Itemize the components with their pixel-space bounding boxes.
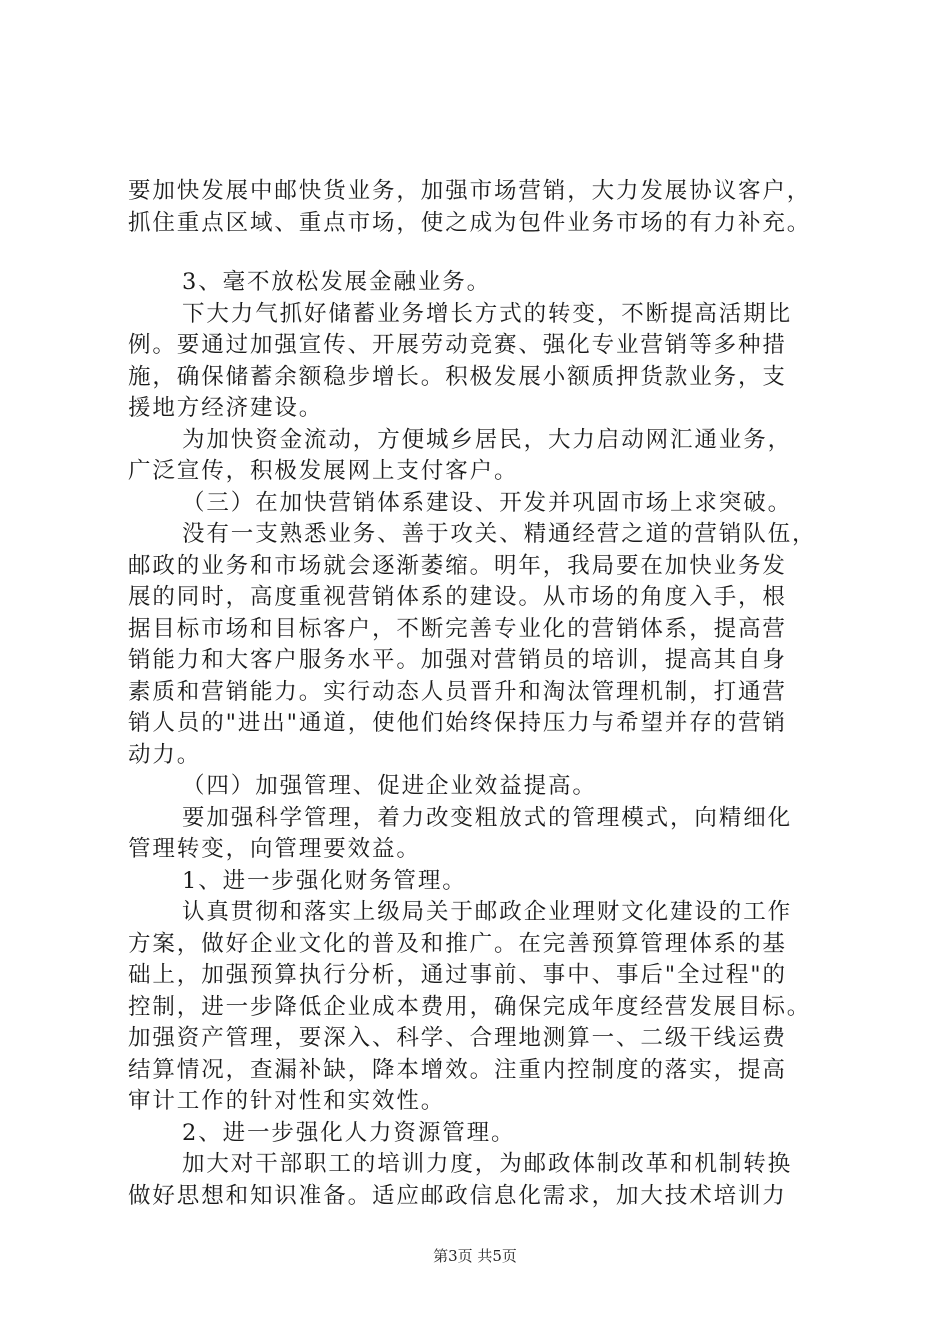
page-footer: 第3页 共5页: [433, 1247, 517, 1265]
text-line: 3、毫不放松发展金融业务。: [182, 269, 492, 295]
paragraph: [128, 866, 840, 898]
paragraph: [128, 1118, 840, 1150]
text-line: 展的同时，高度重视营销体系的建设。从市场的角度入手，根: [128, 584, 787, 610]
text-line: 加强资产管理，要深入、科学、合理地测算一、二级干线运费: [128, 1025, 787, 1051]
paragraph: [128, 803, 840, 866]
text-line: 要加快发展中邮快货业务，加强市场营销，大力发展协议客户，: [128, 178, 812, 204]
paragraph: [128, 488, 840, 520]
text-line: 结算情况，查漏补缺，降本增效。注重内控制度的落实，提高: [128, 1056, 787, 1083]
text-line: 施，确保储蓄余额稳步增长。积极发展小额质押货款业务，支: [128, 363, 787, 390]
text-line: 广泛宣传，积极发展网上支付客户。: [128, 458, 519, 484]
text-line: 下大力气抓好储蓄业务增长方式的转变，不断提高活期比: [182, 300, 793, 327]
text-line: 要加强科学管理，着力改变粗放式的管理模式，向精细化: [182, 804, 793, 831]
paragraph: [128, 519, 840, 771]
text-line: 控制，进一步降低企业成本费用，确保完成年度经营发展目标。: [128, 993, 812, 1020]
text-line: （四）加强管理、促进企业效益提高。: [182, 773, 597, 799]
text-line: 方案，做好企业文化的普及和推广。在完善预算管理体系的基: [128, 930, 787, 957]
paragraph-gap: [128, 239, 840, 267]
document-body: [128, 176, 840, 1212]
text-line: 例。要通过加强宣传、开展劳动竞赛、强化专业营销等多种措: [128, 332, 787, 358]
text-line: 据目标市场和目标客户，不断完善专业化的营销体系，提高营: [128, 615, 787, 642]
paragraph: [128, 1149, 840, 1212]
text-line: 援地方经济建设。: [128, 395, 324, 421]
text-line: 没有一支熟悉业务、善于攻关、精通经营之道的营销队伍，: [182, 521, 817, 547]
text-line: 邮政的业务和市场就会逐渐萎缩。明年，我局要在加快业务发: [128, 552, 787, 579]
paragraph: [128, 299, 840, 425]
text-line: （三）在加快营销体系建设、开发并巩固市场上求突破。: [182, 489, 793, 516]
text-line: 审计工作的针对性和实效性。: [128, 1088, 446, 1114]
text-line: 做好思想和知识准备。适应邮政信息化需求，加大技术培训力: [128, 1182, 787, 1209]
text-line: 础上，加强预算执行分析，通过事前、事中、事后"全过程"的: [128, 962, 787, 988]
text-line: 1、进一步强化财务管理。: [182, 867, 467, 894]
text-line: 2、进一步强化人力资源管理。: [182, 1119, 516, 1146]
paragraph: [128, 176, 840, 239]
text-line: 认真贯彻和落实上级局关于邮政企业理财文化建设的工作: [182, 899, 793, 925]
paragraph: [128, 425, 840, 488]
text-line: 为加快资金流动，方便城乡居民，大力启动网汇通业务，: [182, 426, 793, 453]
paragraph: [128, 771, 840, 803]
text-line: 销人员的"进出"通道，使他们始终保持压力与希望并存的营销: [128, 710, 787, 736]
text-line: 动力。: [128, 741, 202, 768]
text-line: 抓住重点区域、重点市场，使之成为包件业务市场的有力补充。: [128, 209, 812, 236]
text-line: 销能力和大客户服务水平。加强对营销员的培训，提高其自身: [128, 647, 787, 673]
text-line: 管理转变，向管理要效益。: [128, 836, 421, 862]
text-line: 素质和营销能力。实行动态人员晋升和淘汰管理机制，打通营: [128, 678, 787, 705]
text-line: 加大对干部职工的培训力度，为邮政体制改革和机制转换: [182, 1151, 793, 1177]
paragraph: [128, 267, 840, 299]
paragraph: [128, 897, 840, 1118]
